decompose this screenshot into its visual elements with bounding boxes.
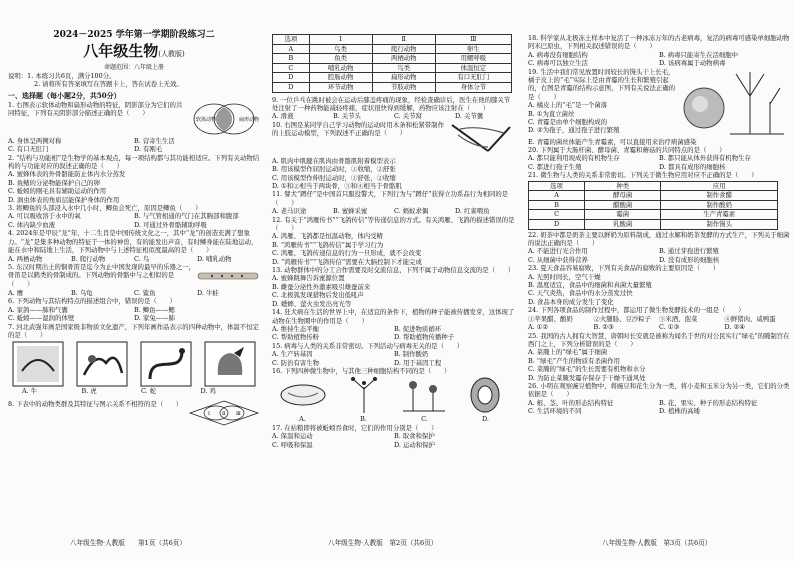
answer-option: A. 橘皮上的“毛”是一个菌落 bbox=[528, 101, 608, 110]
answer-option: A. 菜腌上的“绿毛”属于细菌 bbox=[528, 348, 608, 357]
exam-subject-title: 八年级生物(人教版) bbox=[83, 42, 185, 60]
answer-option: C. 天气炎热，食品中的水分蒸发过快 bbox=[528, 289, 633, 298]
answer-option: B. 雌蚕分泌性外激素吸引雄蚕前来 bbox=[272, 282, 371, 291]
table-header-row: 选项 种类 应用 bbox=[529, 181, 778, 191]
snake-painting-image bbox=[140, 341, 192, 387]
answer-option: C. 北极狐发现猎物后发出低吼声 bbox=[272, 291, 364, 300]
answer-options: A. ①② B. ②③ C. ①③ D. ②④ bbox=[528, 323, 745, 332]
page-2-column bbox=[268, 0, 520, 561]
arm-model-diagram bbox=[448, 121, 514, 157]
answer-option: C. 菜腌的“绿毛”的生长需要有机物和水分 bbox=[528, 365, 646, 374]
answer-option: B. ①为直立菌丝 bbox=[528, 109, 575, 118]
answer-options: A. 鹰 B. 乌龟 C. 鲨鱼 D. 牛蛙 bbox=[8, 288, 219, 297]
question-7: 7. 河北武强年画是国家级非物质文化遗产，下列年画作品表示的四种动物中，体温不恒定的是（ ） bbox=[8, 322, 259, 339]
question-12: 12. 有关于“鸿雁传书”“飞鸽传信”等传递信息的方式。有关鸿雁、飞鸽的描述错误的是（ ） bbox=[272, 215, 515, 233]
exam-scope: 命题范围：八年级上册 bbox=[103, 64, 164, 71]
diagram-label: Ⅲ bbox=[236, 410, 241, 417]
question-1: 1. 右图表示软体动物和扁形动物的特征，阴影部分为它们的共同特征，下列有关阴影部分描述正确的是（ ） 软体动物 扁形动物 bbox=[8, 101, 260, 137]
answer-option: B. 鱼鳍的分泌物能保护自己的卵 bbox=[8, 178, 100, 187]
table-row: C 哺乳动物 鸟类 体温恒定 bbox=[273, 63, 512, 73]
answer-options: A. 保温和运动 B. 取食和保护 C. 呼吸和保温 D. 运动和保护 bbox=[272, 432, 435, 449]
question-8: 8. 下表中的动物类群及其特征与图示关系不相符的是（ ） Ⅰ Ⅱ Ⅲ bbox=[8, 400, 260, 426]
answer-option: C. 青霉是由单个细胞构成的 bbox=[528, 118, 608, 127]
question-6: 6. 下列动物与其结构特点的描述组合中，错误的是（ ） bbox=[8, 297, 176, 306]
answer-options: A. 维持生态平衡 B. 促进物质循环 C. 帮助植物传粉 D. 帮助植物传播种子 bbox=[272, 324, 455, 342]
answer-options: A. 都只能利用现成的有机物生存 B. 都只能从体外获得有机物生存 C. 都进行孢子生殖 D. 都具有成形的细胞核 bbox=[528, 154, 751, 171]
venn-diagram bbox=[188, 101, 260, 137]
question-22: 22. 奶茶中都是奶茶主要以鲜奶为原料制成，通过水解和奶茶发酵的方式生产，下列关于细菌的说法正确的是（ ） bbox=[528, 230, 790, 248]
table-row: D 环节动物 节肢动物 身体分节 bbox=[273, 82, 512, 92]
nested-diagram bbox=[188, 400, 260, 426]
answer-option: C. 用该模型作伸肘运动时，①舒张，②收缩 bbox=[272, 173, 396, 182]
q8-table bbox=[272, 34, 512, 93]
yeast-image bbox=[458, 375, 512, 415]
answer-options: A. 滑液 B. 关节头 C. 关节窝 D. 关节囊 bbox=[272, 112, 484, 121]
question-14: 14. 狂犬病在生活的世界上中，在适宜的条件下，植物的种子能被传播发芽，这体现了动物在生物圈中的作用是（ ） bbox=[272, 308, 515, 325]
answer-option: B. “绿毛”产生的物质有杀菌作用 bbox=[528, 356, 620, 365]
question-26: 26. 小明在观察豌豆植物中，将豌豆和花生分为一类，将小麦和玉米分为另一类，它们的分类依据是（ ） bbox=[528, 381, 790, 399]
answer-option: A. 肌肉中肌腱在肌肉由骨骼肌附着模型表示 bbox=[272, 156, 396, 165]
answer-option: A. 鸿雁、飞鸽都是恒温动物，体内受精 bbox=[272, 232, 383, 241]
page-footer: 八年级生物·人教版 第3页（共6页） bbox=[602, 539, 712, 547]
exam-note: 2. 请将所有答案填写在答题卡上，答在试卷上无效。 bbox=[34, 80, 183, 89]
page-1-column bbox=[0, 0, 266, 561]
question-9: 9. 一位乒乓在跳时被会在运动后膝盖疼痛的现象，经检查确诊后，医生在他的膝关节处注射了一种药物能减轻疼痛，症状很快得到缓解，药物应该注射在（ ） bbox=[272, 95, 511, 112]
question-16: 16. 下列四种微生物中，与其他三种细胞结构不同的是（ ） bbox=[272, 366, 451, 375]
answer-option: A. 蜜蜂跳舞告诉蜜源位置 bbox=[272, 274, 345, 283]
answer-option: A. 光照时间长，空气干燥 bbox=[528, 272, 601, 281]
answer-option: D. ①和②相当于两块骨，③和④相当于骨骼肌 bbox=[272, 182, 402, 190]
answer-option: B. 温度适宜，食品中的细菌和真菌大量繁殖 bbox=[528, 281, 652, 290]
table-row: B 鱼类 两栖动物 用鳃呼吸 bbox=[273, 54, 512, 64]
ox-painting-image bbox=[12, 341, 64, 387]
page-3-column bbox=[522, 0, 794, 561]
page-footer: 八年级生物·人教版 第2页（共6页） bbox=[328, 539, 438, 547]
microbe-images bbox=[272, 375, 516, 415]
new-year-paintings bbox=[8, 339, 260, 387]
question-11: 11. 譬犬“蹲仔”是中国首只服役警犬，下列行为与“蹲仔”获得立功系品行为相同的是（ ） bbox=[272, 190, 509, 207]
answer-option: D. ②为孢子，通过孢子进行繁殖 bbox=[528, 126, 620, 135]
answer-options: A. 牛 B. 虎 C. 蛇 D. 鸡 bbox=[22, 387, 216, 396]
question-15: 15. 病毒与人类的关系非常密切。下列活动与病毒无关的是（ ） bbox=[272, 341, 464, 350]
question-10: 10. 右图是某同学自己学习动物的运动时用木条和松紧带制作的上肢运动模型，下列叙述不正确的是（ ） bbox=[272, 121, 516, 157]
penicillium-image bbox=[337, 375, 391, 415]
answer-option: A. 蜜蜂体表的外骨骼能防止体内水分蒸发 bbox=[8, 170, 126, 179]
answer-options: A. 生产转基因 B. 制作酸奶 C. 防治有害生物 D. 用于基因工程 bbox=[272, 350, 442, 367]
answer-option: D. 食品本身的成分发生了变化 bbox=[528, 297, 614, 306]
mold-image bbox=[397, 375, 451, 415]
answer-options: A. 不能进行光合作用 B. 通过芽孢进行繁殖 C. 从细菌中获得营养 D. 没有成形的细胞核 bbox=[528, 247, 720, 264]
table-row: D 腔肠动物 扁形动物 有口无肛门 bbox=[273, 73, 512, 83]
answer-option: B. 用该模型作屈肘运动时，①收缩，②舒张 bbox=[272, 165, 396, 174]
table-row: B 醋酸菌 制作酸奶 bbox=[529, 200, 778, 210]
table-row: C 霉菌 生产青霉素 bbox=[529, 210, 778, 220]
answer-options: A. 根、茎、叶的形态结构特征 B. 花、果实、种子的形态结构特征 C. 生活环境的不同 D. 植株的高矮 bbox=[528, 398, 758, 416]
bacterium-image bbox=[276, 375, 330, 415]
tiger-painting-image bbox=[76, 341, 128, 387]
question-21: 21. 微生物与人类的关系非常密切。下列关于微生物应用对应不正确的是（ ） bbox=[528, 171, 758, 180]
answer-options: A. 病毒没有细胞结构 B. 病毒只能寄生在活细胞中 C. 病毒可以独立生活 D. 该病毒属于动物病毒 bbox=[528, 50, 739, 68]
question-20: 20. 下列属于大肠杆菌、酵母菌、青霉和蘑菇的共同特点的是（ ） bbox=[528, 146, 726, 155]
venn-label: 软体动物 bbox=[196, 116, 217, 123]
answer-option: B. “鸿雁传书”“飞鸽传信”属于学习行为 bbox=[272, 240, 384, 249]
answer-options: A. 老马识途 B. 蜜蜂采蜜 C. 蚂蚁求偶 D. 红雀喂鱼 bbox=[272, 207, 490, 216]
table-row: A 鸟类 爬行动物 卵生 bbox=[273, 44, 512, 54]
page-footer: 八年级生物·人教版 第1页（共6页） bbox=[70, 539, 186, 547]
exam-year-title: 2024－2025 学年第一学期阶段练习二 bbox=[53, 30, 215, 40]
table-row: A 酵母菌 制作食醋 bbox=[529, 191, 778, 201]
answer-options: A. 身体呈两侧对称 B. 营寄生生活 C. 有口无肛门 D. 有刚毛 bbox=[8, 136, 175, 154]
q21-table bbox=[528, 181, 778, 230]
question-4: 4. 2024年是甲辰“龙”年，十二生肖是中国传统文化之一，其中“龙”的创造充满了想象力。“龙”是集多种动物的特征于一体的神兽，有的能发出声音，有时鳞身能在陆地运动，能在水中和陆地上生活，下列动物中与上述特征相似度最高的是（ ） bbox=[8, 229, 258, 255]
question-2: 2. “结构与功能相”是生物学的基本观点，每一项结构都与其功能相适应。下列有关动物结构的与功能对应的叙述正确的是（ ） bbox=[8, 153, 260, 171]
question-25: 25. 我国的古人拥有大智慧，唐朝时长安就是被称为闻名于世的对公民实行“绿毛”的腌制宫在西门之上，下列分析错误的是（ ） bbox=[528, 331, 790, 348]
answer-option: E. 青霉的菌丝体能产生青霉素，可以直接用来治疗病菌感染 bbox=[528, 137, 697, 146]
section-heading: 一、选择题（每小题2分，共50分） bbox=[8, 90, 121, 100]
table-row: D 乳酸菌 制作馒头 bbox=[529, 220, 778, 230]
exam-note: 说明：1. 本练习共6页，满分100分。 bbox=[8, 72, 116, 80]
penicillium-diagram bbox=[680, 68, 790, 138]
answer-option: C. 鸿雁、飞鸽传递信息的行为一旦形成，就不会改变 bbox=[272, 249, 422, 258]
question-13: 13. 动物群体中的分工合作需要及时交流信息，下列不属于动物信息交流的是（ ） bbox=[272, 266, 515, 275]
bone-flute-image bbox=[196, 263, 260, 289]
question-19: 19. 生活中我们常见放置时间较长的馒头干上长毛，橘子皮上的“毛”实际上是由青霉的生长和繁殖引起的，右图是青霉的结构示意图，下列有关说法正确的是（ ） A. 橘皮上的“毛”是一个菌落 B. ①为直立菌丝 C. 青霉是由单个细胞构成的 D. ②为孢子，通过孢子进行繁殖 bbox=[528, 68, 790, 138]
question-5: 5. 东汉时期出土的铜骨笛是迄今为止中国发现的最早的乐器之一，骨笛是以鹤类的骨制成的。下列动物的骨骼中与之相似的是（ ） bbox=[8, 263, 260, 289]
diagram-label: Ⅰ bbox=[208, 410, 210, 417]
question-17: 17. 在枯粮即将被蚯蚓吞食时，它们的作用分别是（ ） bbox=[272, 423, 438, 432]
question-23: 23. 夏天食品容易腐败，下列有关食品的腐败的主要原因是（ ） bbox=[528, 264, 720, 273]
diagram-label: Ⅱ bbox=[222, 410, 226, 417]
answer-option: C. 蚯蚓的刚毛具有辅助运动的作用 bbox=[8, 187, 107, 196]
table-header-row: 选项 Ⅰ Ⅱ Ⅲ bbox=[273, 35, 512, 45]
question-3: 3. 将鲫鱼的头部浸入水中几小时，鲫鱼会死亡，原因是鲫鱼（ ） bbox=[8, 204, 202, 213]
rooster-painting-image bbox=[204, 341, 256, 387]
answer-options: A. 家鸽——肺和气囊 B. 鲫鱼——鳃 C. 蚯蚓——湿润的体壁 D. 家兔——肺 bbox=[8, 305, 175, 323]
answer-options: ①苹果醋、酸奶 ②火腿肠、豆沙粽子 ③米酒、泡菜 ④鲜猪肉、咸鸭蛋 bbox=[528, 314, 776, 323]
question-24: 24. 下列各项食品的制作过程中，都运用了微生物发酵技术的一组是（ ） bbox=[528, 306, 745, 315]
answer-options: A. 可以吸收溶于水中的氧 B. 与气管相通的气门在其胸部和腹部 C. 体内缺少血液 D. 可通过外骨骼辅助呼吸 bbox=[8, 212, 239, 229]
answer-option: D. 为防止菜腌发霉存保存于干燥不通风处 bbox=[528, 373, 646, 382]
answer-option: D. 涡虫体表的角质层能保护身体的作用 bbox=[8, 195, 120, 204]
venn-label: 扁形动物 bbox=[239, 116, 260, 123]
answer-option: D. 蟋蟀、萤火虫发出亮光等 bbox=[272, 299, 352, 308]
answer-option: D. “鸿雁传书”“飞鸽传信”需要在大脑控制下才能完成 bbox=[272, 257, 422, 266]
question-18: 18. 科学家从北极冻土样本中复活了一种冰冻万年的古老病毒，复活的病毒可感染单细胞动物阿米巴原虫，下列相关叙述错误的是（ ） bbox=[528, 34, 790, 51]
answer-options: A. B. C. D. bbox=[299, 415, 489, 424]
answer-options: A. 两栖动物 B. 爬行动物 C. 鸟 D. 哺乳动物 bbox=[8, 254, 232, 263]
